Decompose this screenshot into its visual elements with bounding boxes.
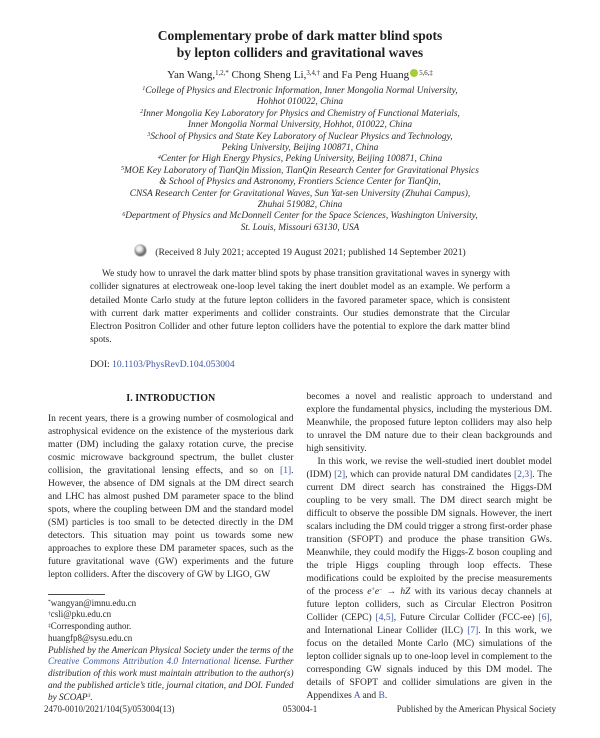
ref-link[interactable]: [2,3] bbox=[514, 469, 533, 480]
affiliation-line: Hohhot 010022, China bbox=[256, 97, 344, 108]
affiliation-line: $^6$Department of Physics and McDonnell Center for the Space Sciences, Washington University, bbox=[122, 211, 478, 222]
ref-link[interactable]: A bbox=[353, 690, 361, 701]
affiliation-line: $^3$School of Physics and State Key Laboratory of Nuclear Physics and Technology, bbox=[147, 131, 453, 142]
affiliation-line: & School of Physics and Astronomy, Frontiers Science Center for TianQin, bbox=[159, 177, 441, 188]
affiliation-line: CNSA Research Center for Gravitational Waves, Sun Yat-sen University (Zhuhai Campus), bbox=[129, 188, 471, 199]
footnote-list bbox=[48, 598, 294, 645]
ref-link[interactable]: B bbox=[378, 690, 385, 701]
crossmark-icon[interactable] bbox=[134, 244, 147, 257]
footnote-email: huangfp8@sysu.edu.cn bbox=[48, 632, 133, 643]
affiliation-line: Zhuhai 519082, China bbox=[257, 200, 343, 211]
footer-page-number: 053004-1 bbox=[282, 704, 318, 714]
intro-paragraph-right-2: In this work, we revise the well-studied inert doublet model (IDM) [2], which can provide natural DM candidates [2,3]. The current DM direct search has constrained the Higgs-DM coupling to be very small. The DM direct search might be difficult to observe the possible DM signals. However, the inert scalars including the DM could trigger a strong first-order phase transition (SFOPT) and produce the phase transition GWs. Meanwhile, they could modify the Higgs-Z boson coupling and the triple Higgs coupling through loop effects. These modifications could be exploited by the precise measurements of the process e+e− → hZ with its various decay channels at future lepton colliders, such as Circular Electron Positron Collider (CEPC) [4,5], Future Circular Collider (FCC-ee) [6], and International Linear Collider (ILC) [7]. In this work, we focus on the detailed Monte Carlo (MC) simulations of the lepton collider signals up to one-loop level in complement to the corresponding GW signals induced by this DM model. The details of SFOPT and collider simulations are given in the Appendixes A and B. bbox=[306, 456, 553, 701]
footnote: *wangyan@imnu.edu.cn bbox=[48, 597, 137, 608]
footnote-text: Corresponding author. bbox=[50, 621, 132, 632]
affiliation-line: Peking University, Beijing 100871, China bbox=[221, 143, 379, 154]
footnote: †csli@pku.edu.cn bbox=[48, 609, 112, 620]
author-line: Yan Wang,$^{1,2,*}$ Chong Sheng Li,$^{3,4,\dagger}$ and Fa Peng Huang $^{5,6,\ddagger}$ bbox=[167, 69, 433, 81]
paper-title-line2: by lepton colliders and gravitational waves bbox=[176, 44, 424, 60]
affiliation-line: $^2$Inner Mongolia Key Laboratory for Physics and Chemistry of Functional Materials, bbox=[140, 108, 460, 119]
affiliation-line: St. Louis, Missouri 63130, USA bbox=[240, 222, 360, 233]
intro-paragraph-right-1: becomes a novel and realistic approach to understand and explore the fundamental physics, including the mysterious DM. Meanwhile, the proposed future lepton colliders may also help to unravel the DM nature due to their clean backgrounds and high sensitivity. bbox=[306, 391, 552, 454]
page-footer bbox=[44, 704, 556, 714]
received-dates: (Received 8 July 2021; accepted 19 August 2021; published 14 September 2021) bbox=[155, 247, 466, 259]
received-line bbox=[48, 244, 552, 258]
ref-link[interactable]: Creative Commons Attribution 4.0 International bbox=[48, 656, 231, 667]
ref-link[interactable]: [4,5] bbox=[375, 612, 394, 623]
doi-link[interactable]: 10.1103/PhysRevD.104.053004 bbox=[112, 358, 235, 370]
affiliation-line: $^4$Center for High Energy Physics, Peking University, Beijing 100871, China bbox=[157, 154, 443, 165]
left-column bbox=[48, 391, 294, 704]
orcid-icon bbox=[410, 69, 418, 77]
abstract: We study how to unravel the dark matter blind spots by phase transition gravitational waves in synergy with collider signatures at electroweak one-loop level taking the inert doublet model as an example. We perform a detailed Monte Carlo study at the future lepton colliders in the favored parameter space, which is consistent with current dark matter experiments and collider constraints. Our studies demonstrate that the Circular Electron Positron Collider and other future lepton colliders have the potential to explore the dark matter blind spots. bbox=[90, 269, 510, 346]
doi-label: DOI: bbox=[90, 358, 113, 370]
footnote: ‡Corresponding author. bbox=[48, 621, 132, 632]
ref-link[interactable]: [7] bbox=[467, 625, 479, 636]
ref-link[interactable]: [6] bbox=[538, 612, 550, 623]
intro-paragraph-left: In recent years, there is a growing number of cosmological and astrophysical evidence on the existence of the mysterious dark matter (DM) including the galaxy rotation curve, the precise cosmic microwave background spectrum, the bullet cluster collision, the gravitational lensing effects, and so on [1]. However, the absence of DM signals at the DM direct search and LHC has almost pushed DM parameter space to the blind spots, where the coupling between DM and the standard model (SM) particles is too small to be detected directly in the DM detectors. This situation may point us towards some new approaches to explore these DM parameter spaces, such as the future gravitational wave (GW) experiments and the future lepton colliders. After the discovery of GW by LIGO, GW bbox=[48, 413, 294, 580]
affiliation-line: $^1$College of Physics and Electronic Information, Inner Mongolia Normal University, bbox=[142, 86, 458, 96]
body-columns bbox=[48, 391, 552, 704]
footer-publisher: Published by the American Physical Society bbox=[396, 704, 556, 714]
section-heading-introduction: I. INTRODUCTION bbox=[126, 392, 216, 404]
paper-title-line1: Complementary probe of dark matter blind spots bbox=[157, 28, 443, 43]
ref-link[interactable]: [2] bbox=[334, 469, 346, 480]
footer-issn: 2470-0010/2021/104(5)/053004(13) bbox=[44, 704, 175, 714]
doi-line bbox=[90, 359, 510, 370]
footnote bbox=[48, 633, 294, 645]
affiliation-line: Inner Mongolia Normal University, Hohhot, 010022, China bbox=[187, 120, 413, 131]
affiliation-line: $^5$MOE Key Laboratory of TianQin Mission, TianQin Research Center for Gravitational Physics bbox=[121, 165, 479, 176]
paper-title bbox=[48, 28, 552, 61]
right-column bbox=[307, 391, 553, 704]
footnote-email: csli@pku.edu.cn bbox=[50, 609, 112, 620]
ref-link[interactable]: [1] bbox=[280, 465, 292, 476]
footnote-email: wangyan@imnu.edu.cn bbox=[50, 597, 137, 608]
license-paragraph: Published by the American Physical Society under the terms of the Creative Commons Attribution 4.0 International license. Further distribution of this work must maintain attribution to the author(s) and the published article’s title, journal citation, and DOI. Funded by SCOAP$^3$. bbox=[48, 644, 294, 702]
footnote-divider bbox=[48, 594, 105, 595]
affiliation-list bbox=[48, 86, 552, 234]
